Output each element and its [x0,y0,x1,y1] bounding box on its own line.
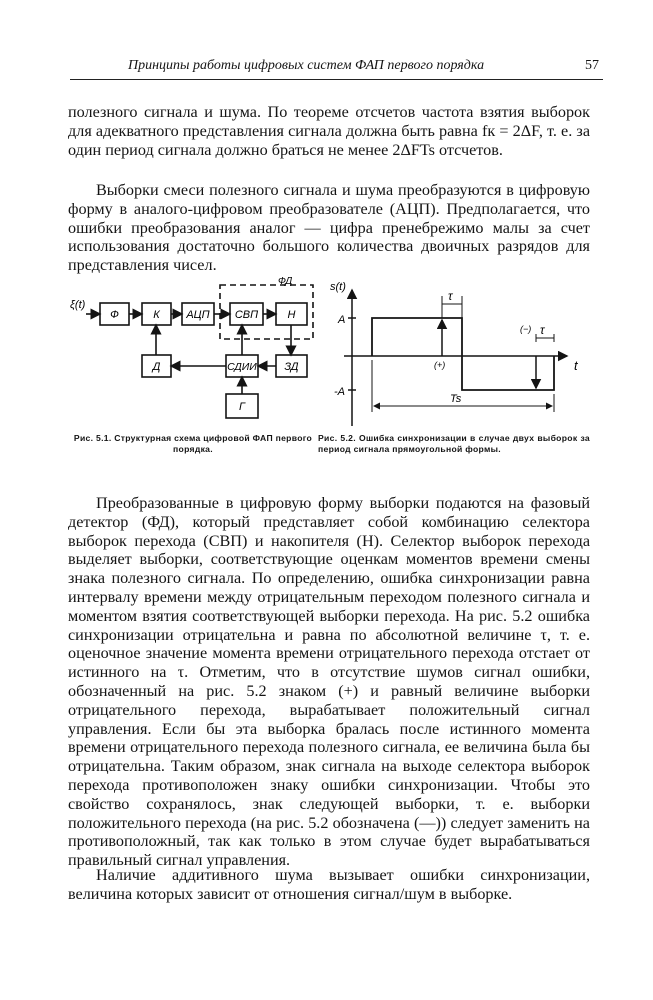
paragraph-1 [68,103,590,159]
input-signal-label: ξ(t) [70,299,86,311]
tau-2-label: τ [540,323,545,337]
minus-a-label: -A [334,386,345,398]
figure-5-2-caption: Рис. 5.2. Ошибка синхронизации в случае двух выборок за период сигнала прямоугольной формы. [318,433,590,454]
period-label: Ts [450,393,462,405]
y-axis-label: s(t) [330,281,346,293]
page-number: 57 [585,58,599,73]
fd-label: ФД [278,276,293,287]
timing-diagram [322,276,592,428]
paragraph-3 [68,494,590,870]
figure-5-1 [68,276,320,428]
t-axis-label: t [574,358,578,373]
plus-a-label: A [338,314,346,326]
plus-sign-label: (+) [434,360,446,370]
running-title: Принципы работы цифровых систем ФАП первого порядка [128,58,485,73]
tau-1-label: τ [448,289,453,303]
block-phi-label: Ф [110,309,119,321]
paragraph-2 [68,181,590,275]
figure-5-1-caption: Рис. 5.1. Структурная схема цифровой ФАП первого порядка. [73,433,313,454]
figure-5-2 [322,276,592,428]
block-n-label: Н [287,309,296,321]
block-svp-label: СВП [234,309,259,321]
block-g-label: Г [239,401,245,413]
block-adc-label: АЦП [186,309,210,321]
paragraph-4 [68,866,590,904]
paragraph-2-text: Выборки смеси полезного сигнала и шума преобразуются в цифровую форму в аналого-цифровом преобразователе (АЦП). Предполагается, что ошибки преобразования аналог — цифра пренебрежимо малы за счет использования достаточно большого количества двоичных разрядов для представления чисел. [68,181,590,275]
minus-sign-label: (−) [520,324,532,334]
paragraph-4-text: Наличие аддитивного шума вызывает ошибки синхронизации, величина которых зависит от отношения сигнал/шум в выборке. [68,866,590,903]
block-k-label: К [153,309,160,321]
block-diagram [68,276,320,428]
block-zd-label: ЗД [284,361,299,373]
paragraph-1-text: полезного сигнала и шума. По теореме отсчетов частота взятия выборок для адекватного представления сигнала должна быть равна fк = 2ΔF, т. е. за один период сигнала должно браться не менее 2ΔFTs отсчетов. [68,103,590,159]
header-rule [70,79,603,80]
paragraph-3-text: Преобразованные в цифровую форму выборки подаются на фазовый детектор (ФД), который представляет собой комбинацию селектора выборок перехода (СВП) и накопителя (Н). Селектор выборок перехода выделяет выборки, соответствующие оценкам моментов времени смены знака полезного сигнала. По определению, ошибка синхронизации равна интервалу времени между отрицательным переходом полезного сигнала и моментом взятия соответствующей выборки перехода. На рис. 5.2 ошибка синхронизации отрицательна и равна по абсолютной величине τ, т. е. оценочное значение момента времени отрицательного перехода отстает от истинного на τ. Отметим, что в отсутствие шумов сигнал ошибки, обозначенный на рис. 5.2 знаком (+) и равный величине выборки отрицательного перехода, вырабатывает положительный сигнал управления. Если бы эта выборка бралась после истинного момента времени отрицательного перехода полезного сигнала, ее величина была бы отрицательна. Таким образом, знак сигнала на выходе селектора выборок перехода противоположен знаку ошибки синхронизации. Чтобы это свойство сохранялось, знак следующей выборки, т. е. выборки положительного перехода (на рис. 5.2 обозначена (—)) следует заменить на противоположный, так как только в этом случае будет вырабатываться правильный сигнал управления. [68,494,590,870]
block-sdii-label: СДИИ [227,361,257,373]
block-d-label: Д [152,361,161,373]
